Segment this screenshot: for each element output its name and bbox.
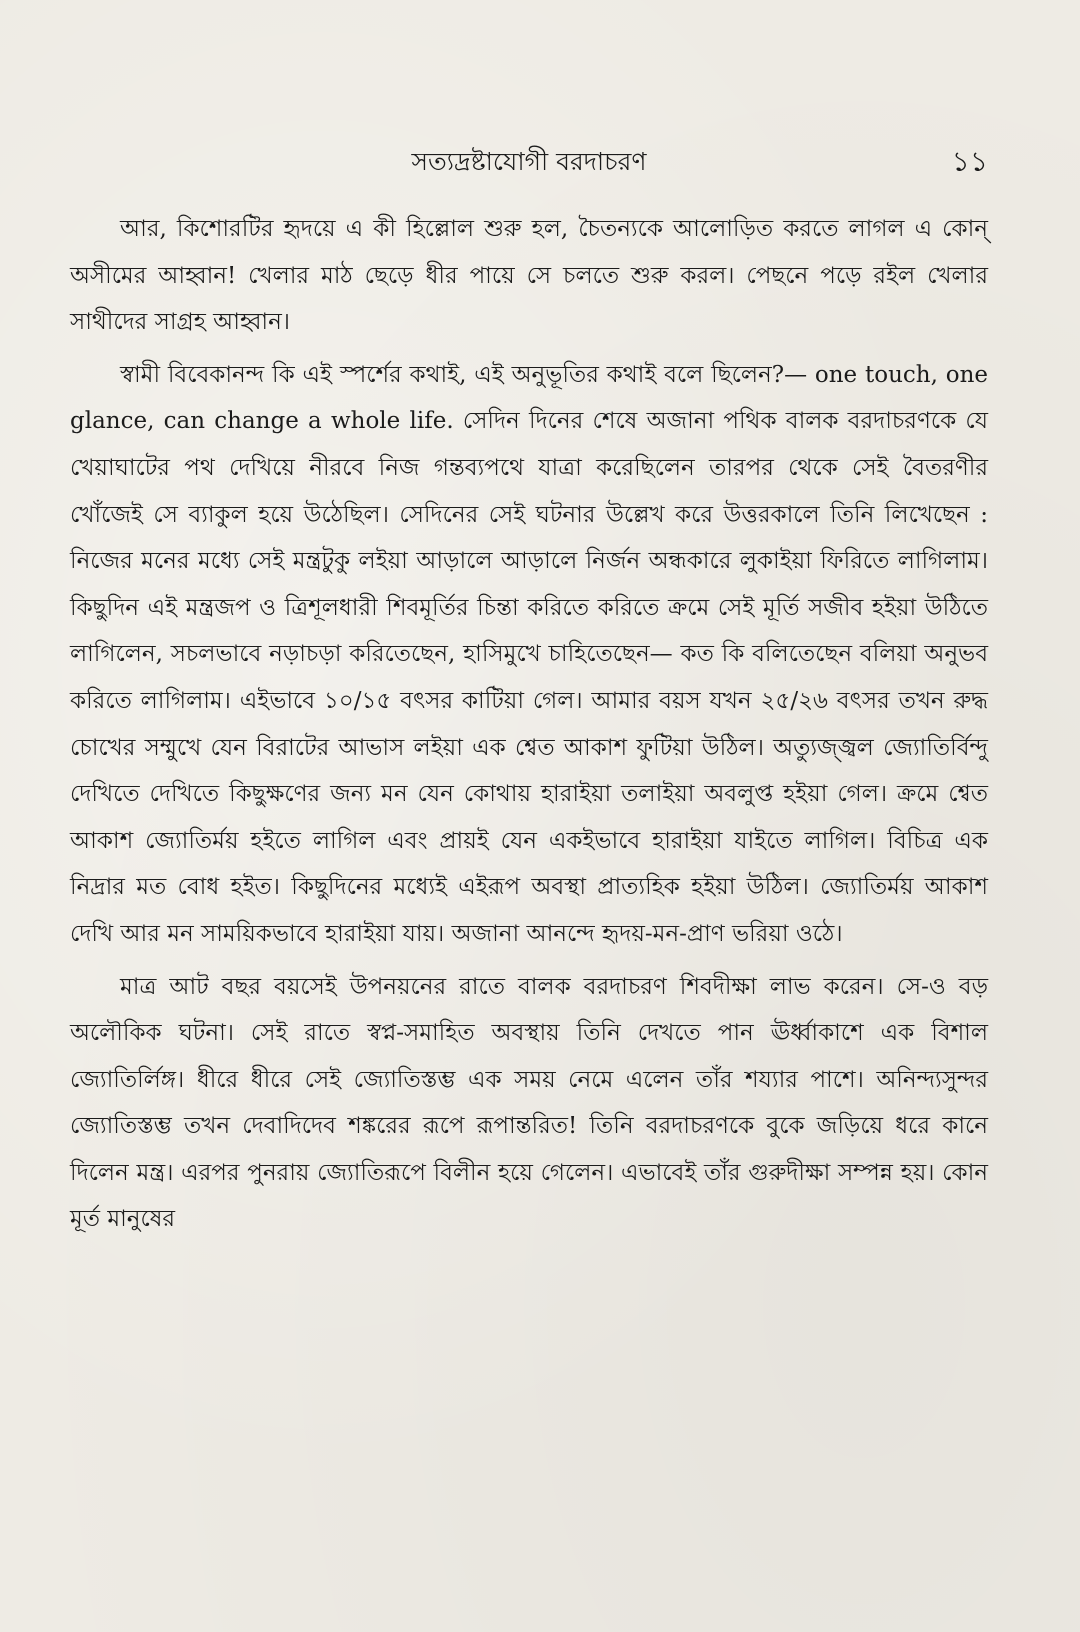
paragraph-2: স্বামী বিবেকানন্দ কি এই স্পর্শের কথাই, এই অনুভূতির কথাই বলে ছিলেন?— one touch, one glance, can change a whole life. সেদিন দিনের শেষে অজানা পথিক বালক বরদাচরণকে যে খেয়াঘাটের পথ দেখিয়ে নীরবে নিজ গন্তব্যপথে যাত্রা করেছিলেন তারপর থেকে সেই বৈতরণীর খোঁজেই সে ব্যাকুল হয়ে উঠেছিল। সেদিনের সেই ঘটনার উল্লেখ করে উত্তরকালে তিনি লিখেছেন : নিজের মনের মধ্যে সেই মন্ত্রটুকু লইয়া আড়ালে আড়ালে নির্জন অন্ধকারে লুকাইয়া ফিরিতে লাগিলাম। কিছুদিন এই মন্ত্রজপ ও ত্রিশূলধারী শিবমূর্তির চিন্তা করিতে করিতে ক্রমে সেই মূর্তি সজীব হইয়া উঠিতে লাগিলেন, সচলভাবে নড়াচড়া করিতেছেন, হাসিমুখে চাহিতেছেন— কত কি বলিতেছেন বলিয়া অনুভব করিতে লাগিলাম। এইভাবে ১০/১৫ বৎসর কাটিয়া গেল। আমার বয়স যখন ২৫/২৬ বৎসর তখন রুদ্ধ চোখের সম্মুখে যেন বিরাটের আভাস লইয়া এক শ্বেত আকাশ ফুটিয়া উঠিল। অত্যুজ্জ্বল জ্যোতির্বিন্দু দেখিতে দেখিতে কিছুক্ষণের জন্য মন যেন কোথায় হারাইয়া তলাইয়া অবলুপ্ত হইয়া গেল। ক্রমে শ্বেত আকাশ জ্যোতির্ময় হইতে লাগিল এবং প্রায়ই যেন একইভাবে হারাইয়া যাইতে লাগিল। বিচিত্র এক নিদ্রার মত বোধ হইত। কিছুদিনের মধ্যেই এইরূপ অবস্থা প্রাত্যহিক হইয়া উঠিল। জ্যোতির্ময় আকাশ দেখি আর মন সাময়িকভাবে হারাইয়া যায়। অজানা আনন্দে হৃদয়-মন-প্রাণ ভরিয়া ওঠে।	[70, 361, 988, 947]
page-header	[70, 142, 988, 182]
paragraph-1: আর, কিশোরটির হৃদয়ে এ কী হিল্লোল শুরু হল, চৈতন্যকে আলোড়িত করতে লাগল এ কোন্ অসীমের আহ্বান! খেলার মাঠ ছেড়ে ধীর পায়ে সে চলতে শুরু করল। পেছনে পড়ে রইল খেলার সাথীদের সাগ্রহ আহ্বান।	[70, 216, 988, 336]
page-body	[70, 206, 988, 1243]
running-title: সত্যদ্রষ্টাযোগী বরদাচরণ	[411, 147, 647, 176]
page-number: ১১	[951, 145, 988, 178]
paragraph-3: মাত্র আট বছর বয়সেই উপনয়নের রাতে বালক বরদাচরণ শিবদীক্ষা লাভ করেন। সে-ও বড় অলৌকিক ঘটনা। সেই রাতে স্বপ্ন-সমাহিত অবস্থায় তিনি দেখতে পান ঊর্ধ্বাকাশে এক বিশাল জ্যোতির্লিঙ্গ। ধীরে ধীরে সেই জ্যোতিস্তম্ভ এক সময় নেমে এলেন তাঁর শয্যার পাশে। অনিন্দ্যসুন্দর জ্যোতিস্তম্ভ তখন দেবাদিদেব শঙ্করের রূপে রূপান্তরিত! তিনি বরদাচরণকে বুকে জড়িয়ে ধরে কানে দিলেন মন্ত্র। এরপর পুনরায় জ্যোতিরূপে বিলীন হয়ে গেলেন। এভাবেই তাঁর গুরুদীক্ষা সম্পন্ন হয়। কোন মূর্ত মানুষের	[70, 973, 988, 1233]
